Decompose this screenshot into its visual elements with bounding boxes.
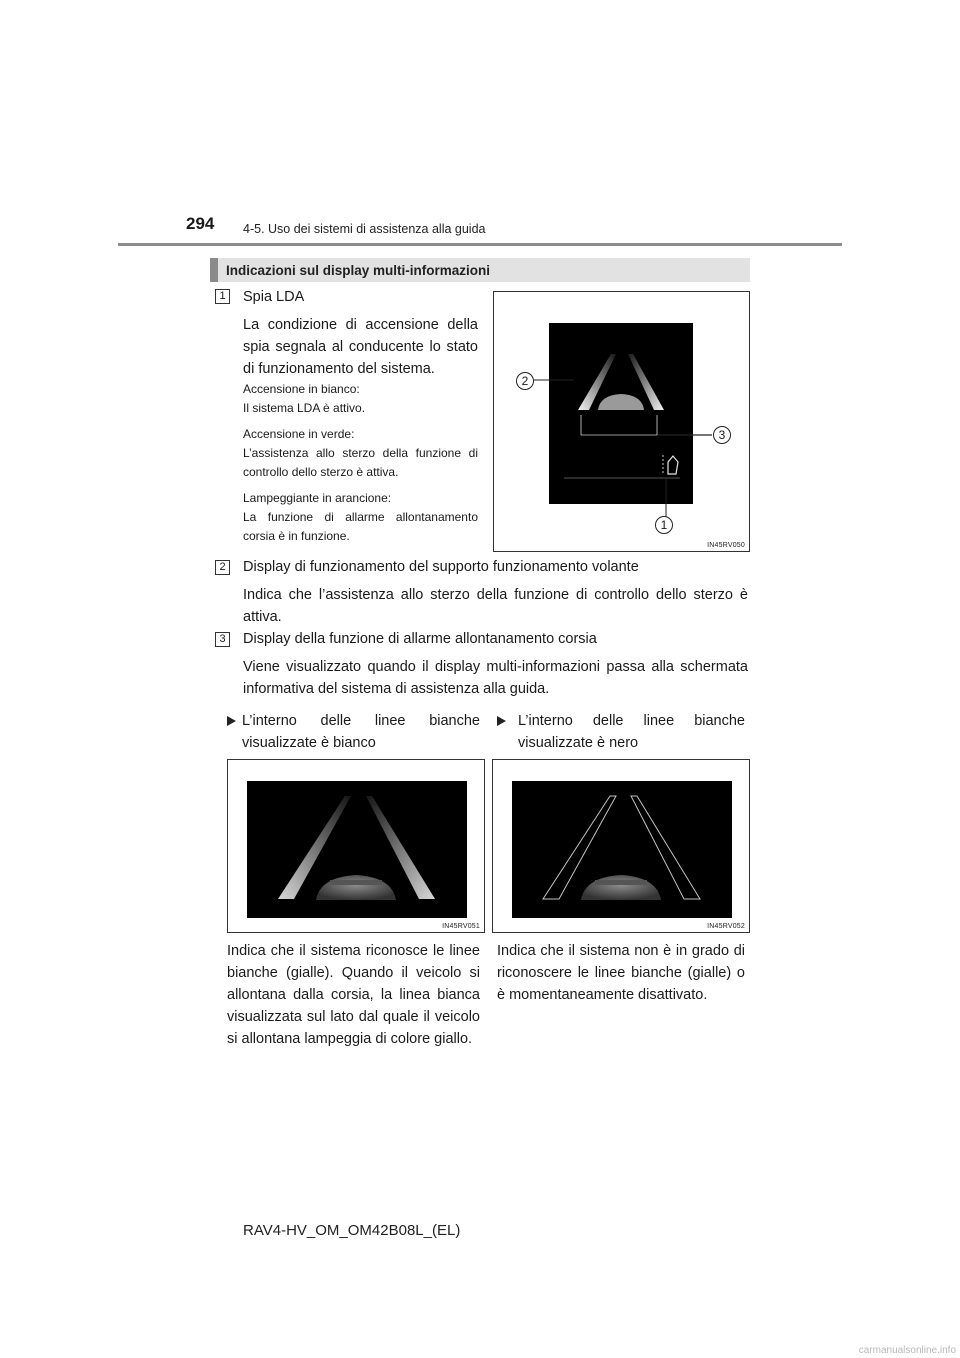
header-rule bbox=[118, 243, 842, 246]
page-number: 294 bbox=[186, 214, 215, 233]
state-orange-text: La funzione di allarme allontanamento corsia è in funzione. bbox=[243, 510, 478, 543]
figure-lines-black bbox=[492, 759, 750, 933]
right-bullet-text: L’interno delle linee bianche visualizzate è nero bbox=[518, 713, 745, 751]
lines-white-illustration bbox=[228, 760, 484, 932]
item2-title: Display di funzionamento del supporto funzionamento volante bbox=[243, 559, 639, 575]
item1-title: Spia LDA bbox=[243, 289, 305, 305]
left-bullet-text: L’interno delle linee bianche visualizzate è bianco bbox=[242, 713, 480, 751]
heading-tab bbox=[210, 258, 218, 282]
document-code: RAV4-HV_OM_OM42B08L_(EL) bbox=[243, 1222, 461, 1239]
left-bullet bbox=[227, 710, 480, 754]
figure-lines-white bbox=[227, 759, 485, 933]
item-number-3: 3 bbox=[215, 632, 230, 647]
section-heading bbox=[210, 258, 750, 282]
callout-3: 3 bbox=[713, 426, 731, 444]
figure-code-left: IN45RV051 bbox=[442, 923, 480, 930]
heading-text: Indicazioni sul display multi-informazioni bbox=[226, 262, 491, 278]
lda-display-illustration bbox=[494, 292, 749, 551]
state-white-label: Accensione in bianco: bbox=[243, 382, 360, 396]
triangle-bullet-icon bbox=[227, 716, 236, 726]
item1-desc: La condizione di accensione della spia segnala al conducente lo stato di funzionamento del sistema. bbox=[243, 317, 478, 377]
figure-code: IN45RV050 bbox=[707, 542, 745, 549]
state-green-text: L’assistenza allo sterzo della funzione di controllo dello sterzo è attiva. bbox=[243, 446, 478, 479]
item2-desc: Indica che l’assistenza allo sterzo della funzione di controllo dello sterzo è attiva. bbox=[243, 587, 748, 625]
triangle-bullet-icon bbox=[497, 716, 506, 726]
lines-black-illustration bbox=[493, 760, 749, 932]
figure-code-right: IN45RV052 bbox=[707, 923, 745, 930]
state-white-text: Il sistema LDA è attivo. bbox=[243, 401, 366, 415]
section-title: 4-5. Uso dei sistemi di assistenza alla guida bbox=[243, 222, 486, 236]
item-number-2: 2 bbox=[215, 560, 230, 575]
item1-states bbox=[243, 380, 478, 546]
item-number-1: 1 bbox=[215, 289, 230, 304]
item3-desc: Viene visualizzato quando il display multi-informazioni passa alla schermata informativa del sistema di assistenza alla guida. bbox=[243, 659, 748, 697]
watermark-site: carmanualsonline.info bbox=[858, 1345, 956, 1356]
callout-1: 1 bbox=[655, 516, 673, 534]
figure-lda-display bbox=[493, 291, 750, 552]
state-green-label: Accensione in verde: bbox=[243, 427, 355, 441]
right-desc: Indica che il sistema non è in grado di riconoscere le linee bianche (gialle) o è momentaneamente disattivato. bbox=[497, 943, 745, 1003]
item3-title: Display della funzione di allarme allontanamento corsia bbox=[243, 631, 597, 647]
callout-2: 2 bbox=[516, 372, 534, 390]
right-bullet bbox=[497, 710, 745, 754]
left-desc: Indica che il sistema riconosce le linee bianche (gialle). Quando il veicolo si allontana dalla corsia, la linea bianca visualizzata sul lato dal quale il veicolo si allontana lampeggia di colore giallo. bbox=[227, 943, 480, 1047]
state-orange-label: Lampeggiante in arancione: bbox=[243, 491, 392, 505]
